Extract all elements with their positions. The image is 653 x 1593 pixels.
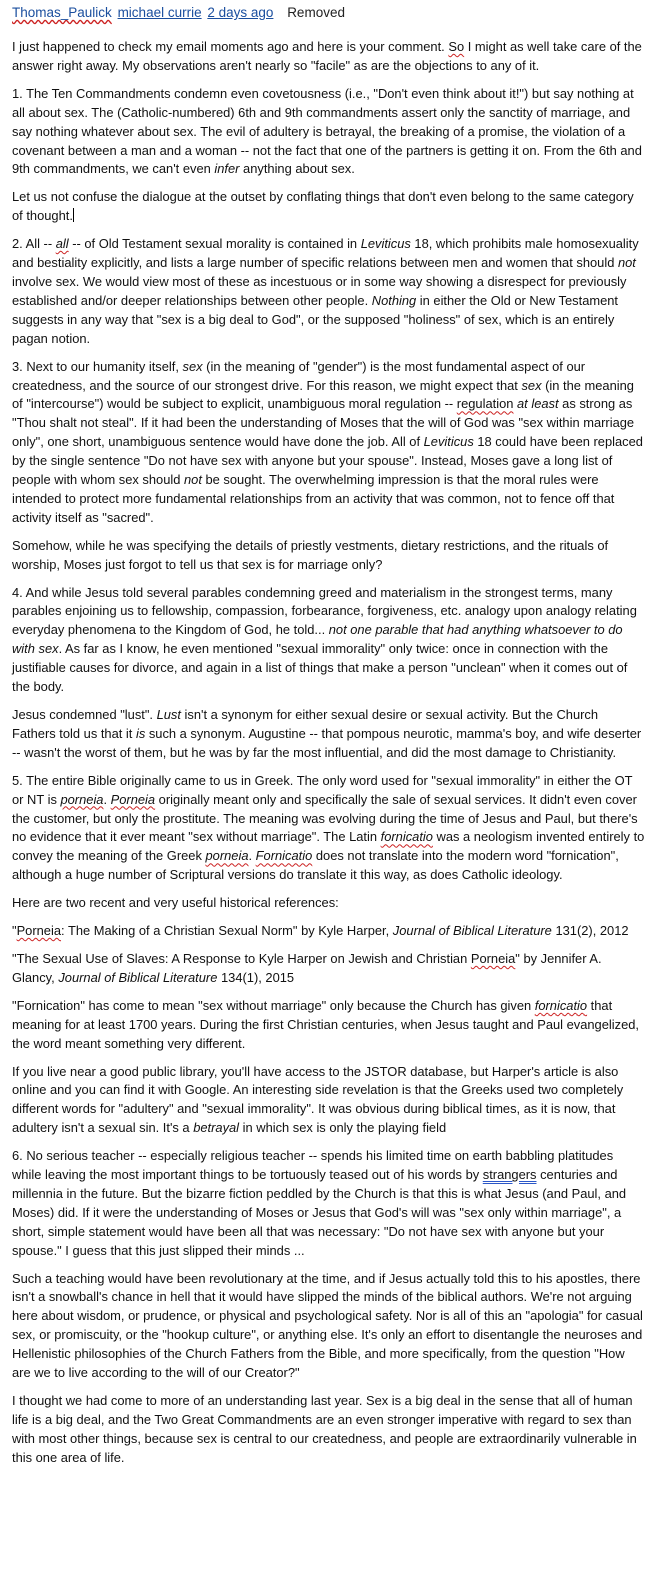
- comment-body: [12, 38, 645, 1468]
- text-run: (in the meaning of "gender") is the most fundamental aspect of our createdness, and the source of our strongest drive. For this reason, we might expect that: [12, 358, 586, 393]
- text-run: involve sex. We would view most of these as incestuous or in some way showing a disrespect for previously established and/or deeper relationships between other people.: [12, 273, 627, 308]
- italic-text: Leviticus: [423, 434, 474, 450]
- comment-paragraph: [12, 950, 645, 988]
- underlined-word: strangers: [482, 1167, 537, 1183]
- comment-paragraph: [12, 1270, 645, 1383]
- text-run: 18 could have been replaced by the single sentence "Do not have sex with anyone but your spouse". Instead, Moses gave a long list of people with whom sex should: [12, 434, 643, 488]
- comment-paragraph: [12, 235, 645, 348]
- italic-text: not: [183, 472, 202, 488]
- comment-paragraph: [12, 85, 645, 180]
- underlined-word: Porneia: [110, 791, 156, 807]
- text-run: " by Jennifer A. Glancy,: [12, 950, 602, 985]
- underlined-word: Fornicatio: [255, 848, 313, 864]
- text-run: Jesus condemned "lust".: [12, 707, 157, 722]
- italic-text: sex: [182, 358, 203, 374]
- text-run: ": [12, 923, 17, 939]
- text-run: in either the Old or New Testament suggests in any way that "sex is a big deal to God", or the supposed "holiness" of sex, which is an entirely pagan notion.: [12, 292, 619, 346]
- italic-text: infer: [214, 161, 240, 177]
- text-run: . As far as I know, he even mentioned "sexual immorality" only twice: once in connection with the justifiable causes for divorce, and again in a list of things that make a person "unclean" when it comes out of the body.: [12, 641, 628, 695]
- comment-paragraph: [12, 1392, 645, 1468]
- underlined-word: porneia: [60, 791, 104, 807]
- comment-paragraph: [12, 894, 645, 913]
- reply-to-link[interactable]: michael currie: [117, 5, 202, 20]
- comment-paragraph: [12, 706, 645, 763]
- comment-paragraph: [12, 358, 645, 528]
- underlined-word: Porneia: [470, 950, 516, 966]
- italic-text: not one parable that had anything whatsoever to do with sex: [12, 622, 623, 657]
- italic-text: betrayal: [193, 1120, 240, 1136]
- text-run: anything about sex.: [239, 161, 355, 177]
- text-run: .: [103, 791, 111, 807]
- text-run: that meaning for at least 1700 years. During the first Christian centuries, when Jesus taught and Paul evangelized, the word meant something very different.: [12, 997, 639, 1051]
- underlined-word: regulation: [456, 396, 514, 412]
- italic-text: Leviticus: [360, 236, 411, 252]
- italic-text: sex: [521, 377, 542, 393]
- text-run: Somehow, while he was specifying the details of priestly vestments, dietary restrictions, and the rituals of worship, Moses just forgot to tell us that sex is for marriage only?: [12, 537, 609, 572]
- text-run: .: [248, 848, 256, 864]
- comment-paragraph: [12, 584, 645, 697]
- comment-paragraph: [12, 188, 645, 226]
- text-run: (in the meaning of "intercourse") would be subject to explicit, unambiguous moral regulation --: [12, 377, 634, 412]
- comment-paragraph: [12, 1147, 645, 1260]
- text-run: such a synonym. Augustine -- that pompous neurotic, mamma's boy, and wife deserter -- wasn't the worst of them, but he was by far the most influential, and did the most damage to Christianity.: [12, 725, 642, 760]
- comment-header: [12, 4, 645, 22]
- comment-paragraph: [12, 1063, 645, 1139]
- timestamp-link[interactable]: 2 days ago: [207, 5, 274, 20]
- status-label: Removed: [287, 5, 345, 20]
- italic-text: Journal of Biblical Literature: [58, 969, 218, 985]
- underlined-word: So: [448, 39, 465, 54]
- text-run: 1. The Ten Commandments condemn even covetousness (i.e., "Don't even think about it!") but say nothing at all about sex. The (Catholic-numbered) 6th and 9th commandments assert only the sanctity of marriage, and say nothing whatever about sex. The evil of adultery is betrayal, the breaking of a promise, the violation of a covenant between a man and a woman -- not the fact that one of the partners is getting it on. From the 6th and 9th commandments, we can't even: [12, 85, 642, 177]
- underlined-word: fornicatio: [534, 997, 588, 1013]
- text-cursor: [73, 208, 74, 222]
- comment-paragraph: [12, 537, 645, 575]
- text-run: as strong as "Thou shalt not steal". If it had been the understanding of Moses that the will of God was "sex within marriage only", one short, unambiguous sentence would have done the job. All of: [12, 396, 635, 450]
- text-run: originally meant only and specifically the sale of sexual services. It didn't even cover the customer, but only the prostitute. The meaning was evolving during the time of Jesus and Paul, but there's no evidence that it ever meant "sex without marriage". The Latin: [12, 791, 638, 845]
- text-run: : The Making of a Christian Sexual Norm" by Kyle Harper,: [61, 923, 393, 939]
- italic-text: at least: [517, 396, 559, 412]
- text-run: 4. And while Jesus told several parables condemning greed and materialism in the strongest terms, many parables enjoining us to fellowship, compassion, forbearance, forgiveness, etc. analogy upon analogy relating everyday phenomena to the Kingdom of God, he told...: [12, 584, 637, 638]
- text-run: If you live near a good public library, you'll have access to the JSTOR database, but Harper's article is also online and you can find it with Google. An interesting side revelation is that the Greeks used two completely different words for "adultery" and "sexual immorality". It was obvious during biblical times, as it is now, that adultery isn't a sexual sin. It's a: [12, 1063, 624, 1136]
- comment-paragraph: [12, 38, 645, 76]
- text-run: -- of Old Testament sexual morality is contained in: [68, 236, 361, 252]
- italic-text: is: [135, 725, 146, 741]
- text-run: 18, which prohibits male homosexuality and bestiality explicitly, and lists a large number of specific relations between men and women that should: [12, 236, 639, 271]
- text-run: 6. No serious teacher -- especially religious teacher -- spends his limited time on earth babbling platitudes while leaving the most important things to be tortuously teased out of his words by: [12, 1148, 614, 1183]
- italic-text: Nothing: [371, 292, 417, 308]
- comment-paragraph: [12, 997, 645, 1054]
- text-run: in which sex is only the playing field: [239, 1120, 447, 1136]
- underlined-word: fornicatio: [380, 829, 433, 845]
- text-run: 5. The entire Bible originally came to us in Greek. The only word used for "sexual immorality" in either the OT or NT is: [12, 772, 633, 807]
- text-run: was a neologism invented entirely to convey the meaning of the Greek: [12, 829, 645, 864]
- text-run: Such a teaching would have been revolutionary at the time, and if Jesus actually told this to his apostles, there isn't a snowball's chance in hell that it would have slipped the minds of the biblical authors. We're not arguing here about wisdom, or prudence, or physical and psychological safety. Nor is all of this an "apologia" for casual sex, or promiscuity, or the "hookup culture", or anything else. It's only an effort to disentangle the neuroses and Hellenistic philosophies of the Church Fathers from the Bible, and more specifically, from the question "How are we to live according to the will of our Creator?": [12, 1270, 643, 1381]
- text-run: "The Sexual Use of Slaves: A Response to Kyle Harper on Jewish and Christian: [12, 950, 471, 966]
- text-run: does not translate into the modern word "fornication", although a huge number of Scriptural versions do translate it this way, as does Catholic ideology.: [12, 848, 619, 883]
- underlined-word: all: [55, 236, 69, 252]
- text-run: Here are two recent and very useful historical references:: [12, 895, 339, 911]
- italic-text: Lust: [156, 707, 181, 722]
- author-link[interactable]: Thomas_Paulick: [12, 5, 112, 20]
- text-run: be sought. The overwhelming impression is that the moral rules were intended to protect more fundamental relationships from an activity that was common, not to fence off that activity itself as "sacred".: [12, 472, 615, 525]
- comment-paragraph: [12, 922, 645, 941]
- comment-paragraph: [12, 772, 645, 885]
- text-run: I just happened to check my email moments ago and here is your comment.: [12, 39, 449, 54]
- text-run: 3. Next to our humanity itself,: [12, 358, 183, 374]
- text-run: centuries and millennia in the future. But the bizarre fiction peddled by the Church is that this is what Jesus (and Paul, and Moses) did. If it were the understanding of Moses or Jesus that God's will was "sex only within marriage", a short, simple statement would have been all that was necessary: "Do not have sex with anyone but your spouse." I guess that this just slipped their minds ...: [12, 1167, 627, 1258]
- text-run: isn't a synonym for either sexual desire or sexual activity. But the Church Fathers told us that it: [12, 707, 599, 741]
- text-run: 134(1), 2015: [217, 969, 295, 985]
- italic-text: not: [617, 255, 636, 271]
- text-run: 2. All --: [12, 236, 56, 252]
- text-run: I might as well take care of the answer right away. My observations aren't nearly so "facile" as are the objections to any of it.: [12, 39, 642, 73]
- text-run: Let us not confuse the dialogue at the outset by conflating things that don't even belong to the same category of thought.: [12, 189, 634, 224]
- underlined-word: Porneia: [16, 923, 62, 939]
- underlined-word: porneia: [205, 848, 249, 864]
- text-run: "Fornication" has come to mean "sex without marriage" only because the Church has given: [12, 997, 535, 1013]
- italic-text: Journal of Biblical Literature: [392, 923, 552, 939]
- text-run: 131(2), 2012: [551, 923, 629, 939]
- text-run: I thought we had come to more of an understanding last year. Sex is a big deal in the sense that all of human life is a big deal, and the Two Great Commandments are an even stronger imperative with regard to sex than with most other things, because sex is central to our createdness, and people are extraordinarily vulnerable in this one area of life.: [12, 1393, 637, 1465]
